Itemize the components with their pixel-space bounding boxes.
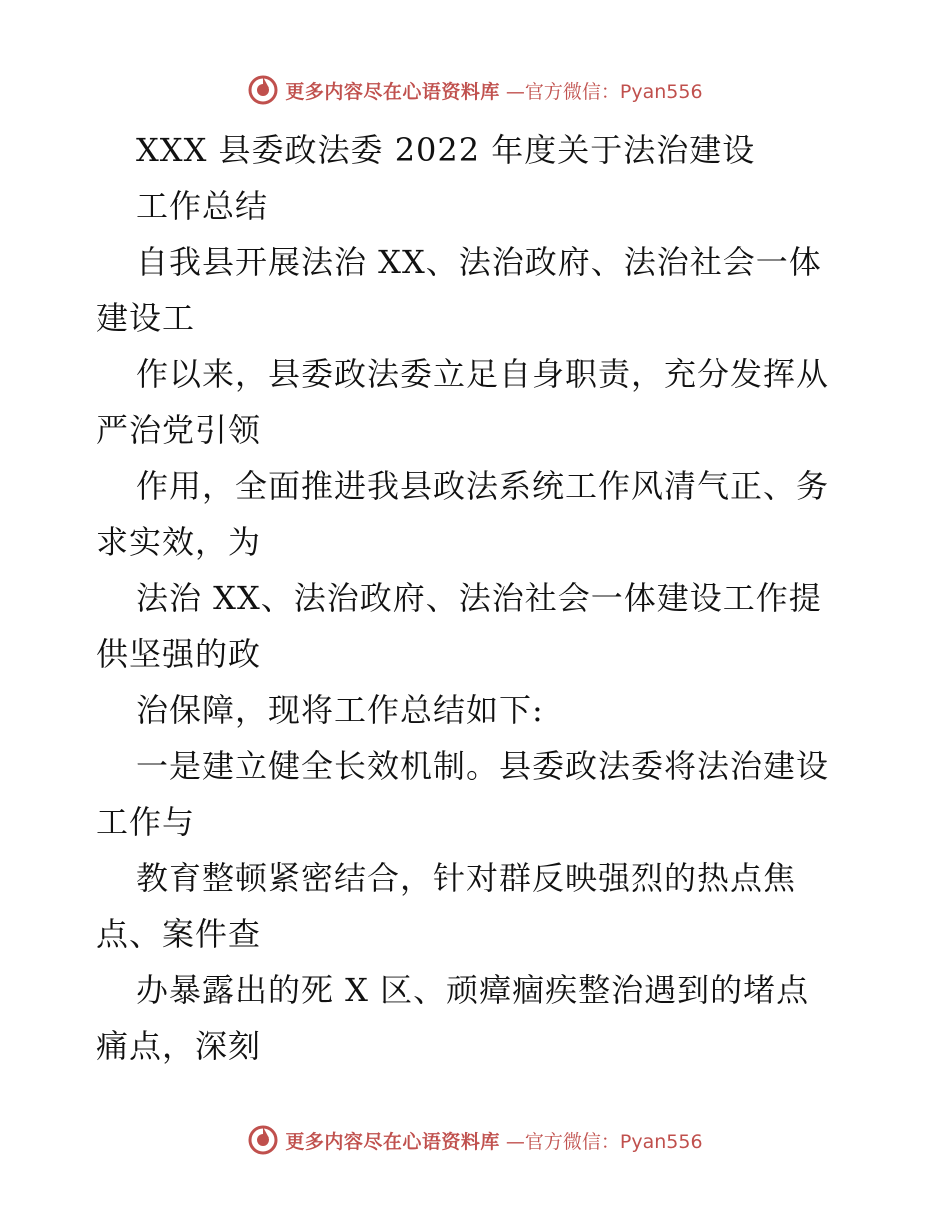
text-line: 点、案件查 [96,915,262,953]
text-line: 一是建立健全长效机制。县委政法委将法治建设 [136,747,830,785]
banner-wechat: —官方微信：Pyan556 [505,80,703,103]
text-line: 供坚强的政 [96,635,262,673]
text-line: 作以来，县委政法委立足自身职责，充分发挥从 [136,355,830,393]
brand-logo-icon [247,1124,279,1156]
text-line: 自我县开展法治 XX、法治政府、法治社会一体 [136,243,822,281]
text-line: 工作总结 [136,187,269,225]
header-banner [0,70,950,110]
brand-logo-icon [247,74,279,106]
text-line: 工作与 [96,803,196,841]
banner-wechat: —官方微信：Pyan556 [505,1130,703,1153]
document-body [96,122,866,1074]
text-line: XXX 县委政法委 2022 年度关于法治建设 [136,131,756,169]
text-line: 求实效，为 [96,523,262,561]
banner-text: 更多内容尽在心语资料库 [285,1130,500,1153]
text-line: 建设工 [96,299,196,337]
text-line: 作用，全面推进我县政法系统工作风清气正、务 [136,467,830,505]
text-line: 教育整顿紧密结合，针对群反映强烈的热点焦 [136,859,797,897]
banner-text: 更多内容尽在心语资料库 [285,80,500,103]
text-line: 严治党引领 [96,411,262,449]
text-line: 痛点，深刻 [96,1027,262,1065]
text-line: 办暴露出的死 X 区、顽瘴痼疾整治遇到的堵点 [136,971,810,1009]
footer-banner [0,1120,950,1160]
text-line: 治保障，现将工作总结如下: [136,691,544,729]
text-line: 法治 XX、法治政府、法治社会一体建设工作提 [136,579,822,617]
